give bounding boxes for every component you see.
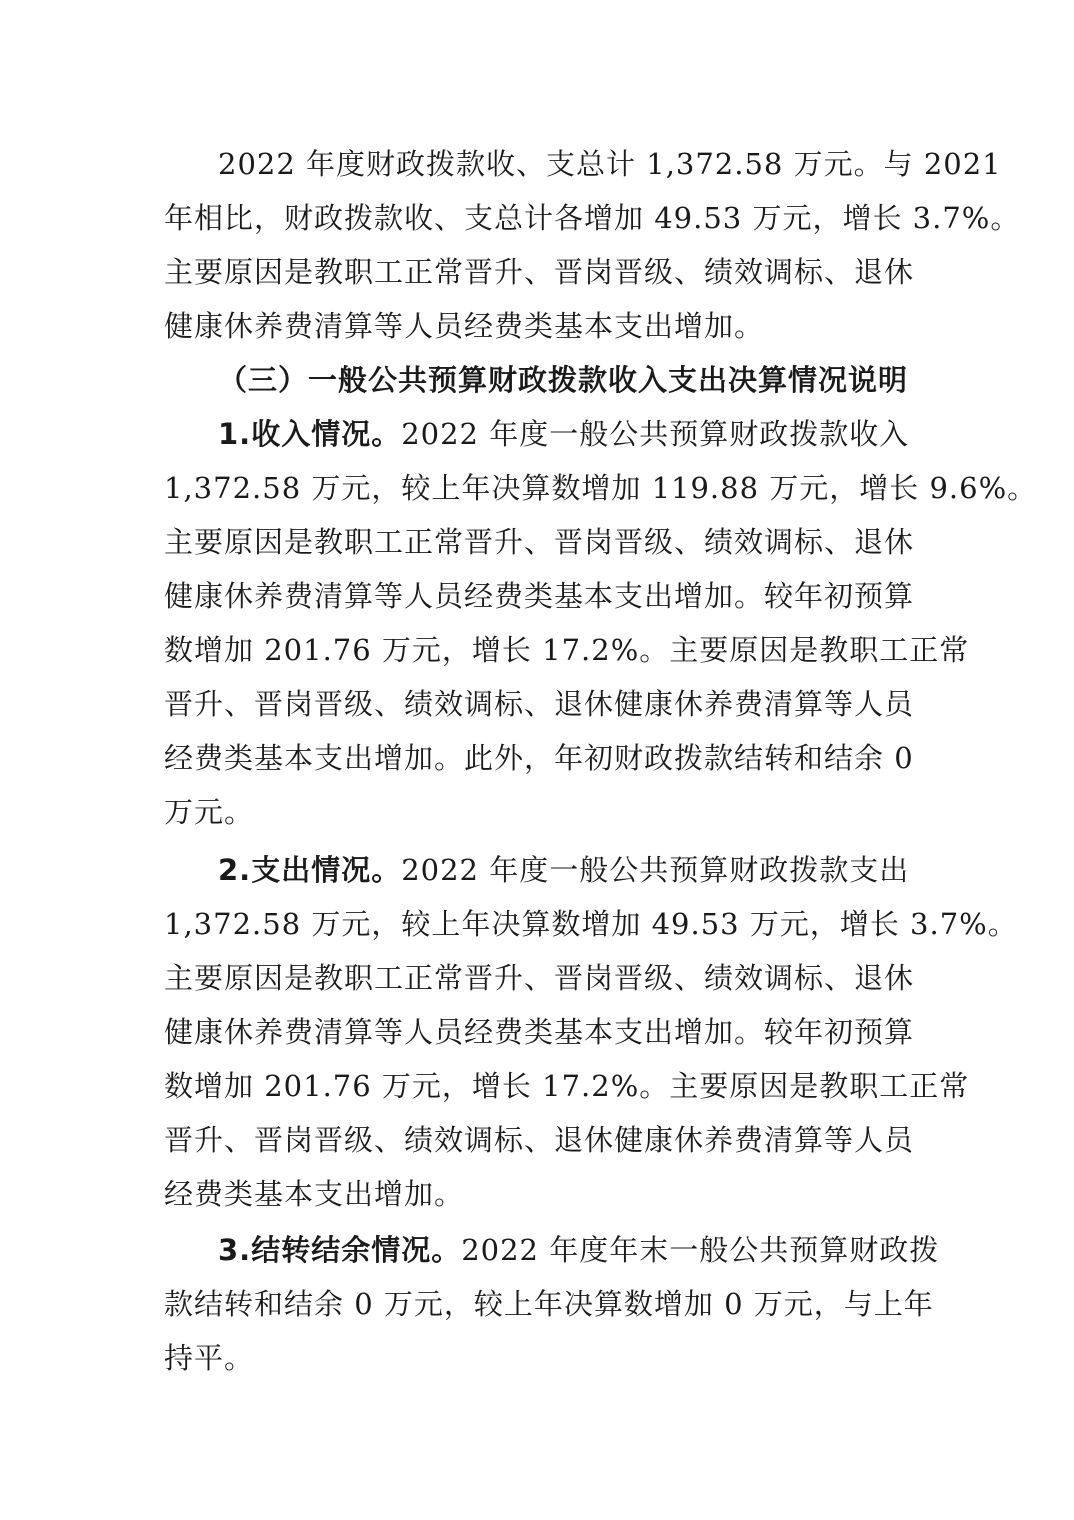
income-line-6: 晋升、晋岗晋级、绩效调标、退休健康休养费清算等人员 xyxy=(164,687,915,721)
paragraph-1-line-3: 主要原因是教职工正常晋升、晋岗晋级、绩效调标、退休 xyxy=(164,255,915,289)
expenditure-line-5: 数增加 201.76 万元，增长 17.2%。主要原因是教职工正常 xyxy=(164,1069,970,1103)
carryover-line-2: 款结转和结余 0 万元，较上年决算数增加 0 万元，与上年 xyxy=(164,1287,934,1321)
expenditure-line-3: 主要原因是教职工正常晋升、晋岗晋级、绩效调标、退休 xyxy=(164,961,915,995)
expenditure-line-1 xyxy=(218,850,909,890)
expenditure-line-7: 经费类基本支出增加。 xyxy=(164,1177,465,1211)
income-line-7: 经费类基本支出增加。此外，年初财政拨款结转和结余 0 xyxy=(164,741,914,775)
income-lead: 1.收入情况。 xyxy=(218,417,402,451)
expenditure-line-4: 健康休养费清算等人员经费类基本支出增加。较年初预算 xyxy=(164,1015,915,1049)
income-line-5: 数增加 201.76 万元，增长 17.2%。主要原因是教职工正常 xyxy=(164,633,970,667)
carryover-line-1-text: 2022 年度年末一般公共预算财政拨 xyxy=(461,1233,940,1267)
income-line-8: 万元。 xyxy=(164,795,255,829)
paragraph-1-line-2: 年相比，财政拨款收、支总计各增加 49.53 万元，增长 3.7%。 xyxy=(164,201,1021,235)
income-line-2: 1,372.58 万元，较上年决算数增加 119.88 万元，增长 9.6%。 xyxy=(164,471,1038,505)
income-line-3: 主要原因是教职工正常晋升、晋岗晋级、绩效调标、退休 xyxy=(164,525,915,559)
paragraph-1-line-1: 2022 年度财政拨款收、支总计 1,372.58 万元。与 2021 xyxy=(218,147,1002,181)
carryover-line-3: 持平。 xyxy=(164,1341,255,1375)
income-line-1 xyxy=(218,414,909,454)
carryover-lead: 3.结转结余情况。 xyxy=(218,1233,462,1267)
income-line-4: 健康休养费清算等人员经费类基本支出增加。较年初预算 xyxy=(164,579,915,613)
expenditure-lead: 2.支出情况。 xyxy=(218,853,402,887)
section-heading: （三）一般公共预算财政拨款收入支出决算情况说明 xyxy=(218,363,909,397)
paragraph-1-line-4: 健康休养费清算等人员经费类基本支出增加。 xyxy=(164,309,765,343)
expenditure-line-2: 1,372.58 万元，较上年决算数增加 49.53 万元，增长 3.7%。 xyxy=(164,907,1018,941)
income-line-1-text: 2022 年度一般公共预算财政拨款收入 xyxy=(401,417,910,451)
expenditure-line-6: 晋升、晋岗晋级、绩效调标、退休健康休养费清算等人员 xyxy=(164,1123,915,1157)
expenditure-line-1-text: 2022 年度一般公共预算财政拨款支出 xyxy=(401,853,910,887)
carryover-line-1 xyxy=(218,1230,939,1270)
